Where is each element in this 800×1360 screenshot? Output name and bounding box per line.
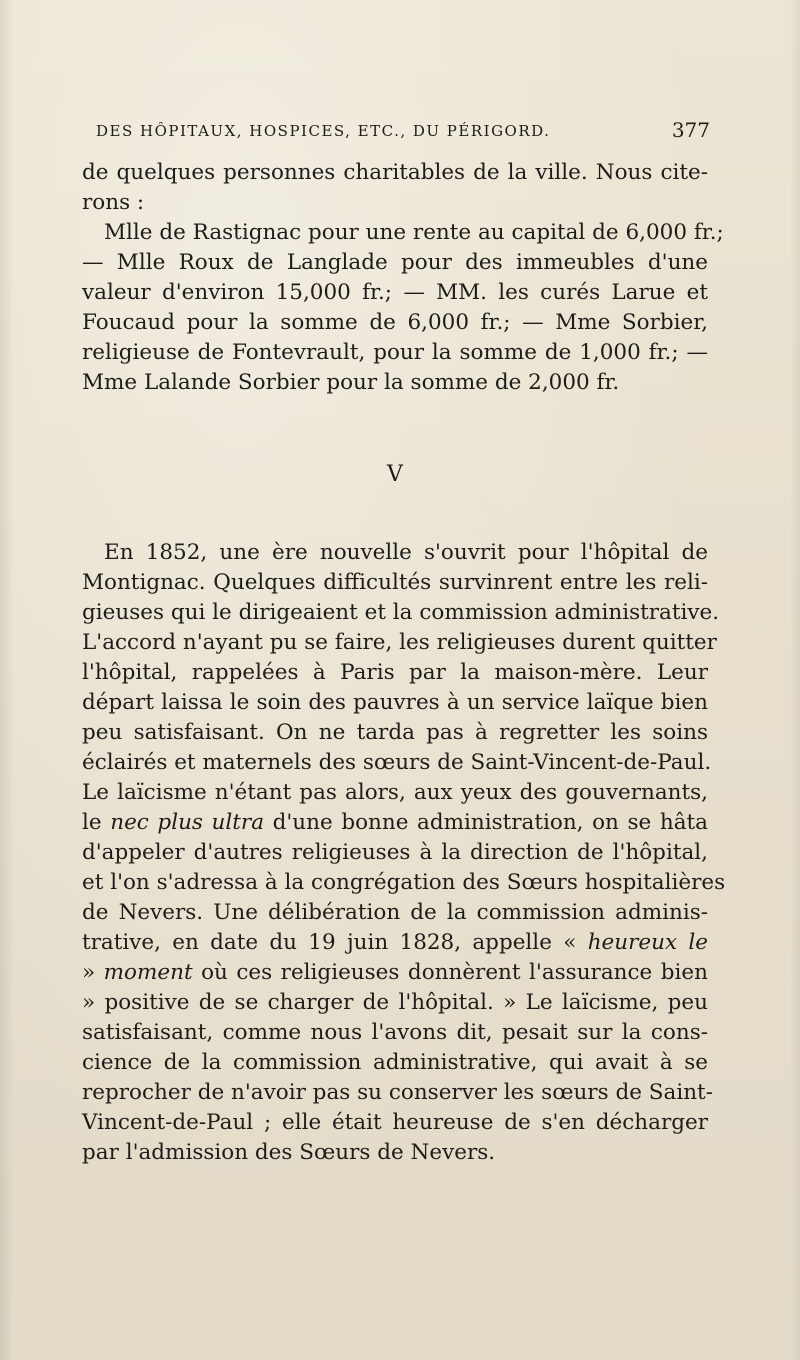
body-text-top (82, 158, 724, 398)
italic-phrase: moment (103, 960, 193, 985)
text-line: Mme Lalande Sorbier pour la somme de 2,000 fr. (82, 370, 620, 395)
text-line: Vincent-de-Paul ; elle était heureuse de s'en décharger (82, 1110, 708, 1135)
body-text-main (82, 538, 726, 1168)
text-line: religieuse de Fontevrault, pour la somme de 1,000 fr.; — (82, 340, 708, 365)
text-line: Mlle de Rastignac pour une rente au capital de 6,000 fr.; (104, 220, 724, 245)
text-line: reprocher de n'avoir pas su conserver les sœurs de Saint- (82, 1080, 713, 1105)
text-line: valeur d'environ 15,000 fr.; — MM. les curés Larue et (82, 280, 708, 305)
section-heading: V (387, 462, 403, 487)
text-line: l'hôpital, rappelées à Paris par la maison-mère. Leur (82, 660, 708, 685)
text-fragment: le (82, 810, 102, 835)
text-fragment: trative, en date du 19 juin 1828, appelle « (82, 930, 577, 955)
text-line: L'accord n'ayant pu se faire, les religieuses durent quitter (82, 630, 717, 655)
text-line (82, 958, 708, 988)
running-title: DES HÔPITAUX, HOSPICES, ETC., DU PÉRIGORD. (96, 122, 551, 140)
text-line: de quelques personnes charitables de la ville. Nous cite- (82, 160, 708, 185)
text-line: Montignac. Quelques difficultés survinrent entre les reli- (82, 570, 708, 595)
text-line: peu satisfaisant. On ne tarda pas à regretter les soins (82, 720, 708, 745)
text-line (82, 928, 708, 958)
text-line (82, 808, 708, 838)
text-line: par l'admission des Sœurs de Nevers. (82, 1140, 496, 1165)
page-number: 377 (671, 118, 710, 142)
running-header (96, 118, 710, 148)
text-line: éclairés et maternels des sœurs de Saint-Vincent-de-Paul. (82, 750, 712, 775)
text-line: Le laïcisme n'étant pas alors, aux yeux des gouvernants, (82, 780, 708, 805)
text-line: satisfaisant, comme nous l'avons dit, pesait sur la cons- (82, 1020, 708, 1045)
text-line: » positive de se charger de l'hôpital. » Le laïcisme, peu (82, 990, 708, 1015)
text-line: départ laissa le soin des pauvres à un service laïque bien (82, 690, 708, 715)
text-line: d'appeler d'autres religieuses à la direction de l'hôpital, (82, 840, 708, 865)
text-fragment: d'une bonne administration, on se hâta (272, 810, 708, 835)
italic-phrase: heureux le (587, 930, 708, 955)
text-fragment: » (82, 960, 96, 985)
text-line: rons : (82, 190, 145, 215)
text-line: — Mlle Roux de Langlade pour des immeubles d'une (82, 250, 708, 275)
text-line: En 1852, une ère nouvelle s'ouvrit pour l'hôpital de (104, 540, 708, 565)
text-line: de Nevers. Une délibération de la commission adminis- (82, 900, 708, 925)
text-line: cience de la commission administrative, qui avait à se (82, 1050, 708, 1075)
text-line: gieuses qui le dirigeaient et la commission administrative. (82, 600, 720, 625)
text-line: et l'on s'adressa à la congrégation des Sœurs hospitalières (82, 870, 726, 895)
text-fragment: où ces religieuses donnèrent l'assurance bien (201, 960, 708, 985)
italic-phrase: nec plus ultra (110, 810, 265, 835)
text-line: Foucaud pour la somme de 6,000 fr.; — Mme Sorbier, (82, 310, 708, 335)
